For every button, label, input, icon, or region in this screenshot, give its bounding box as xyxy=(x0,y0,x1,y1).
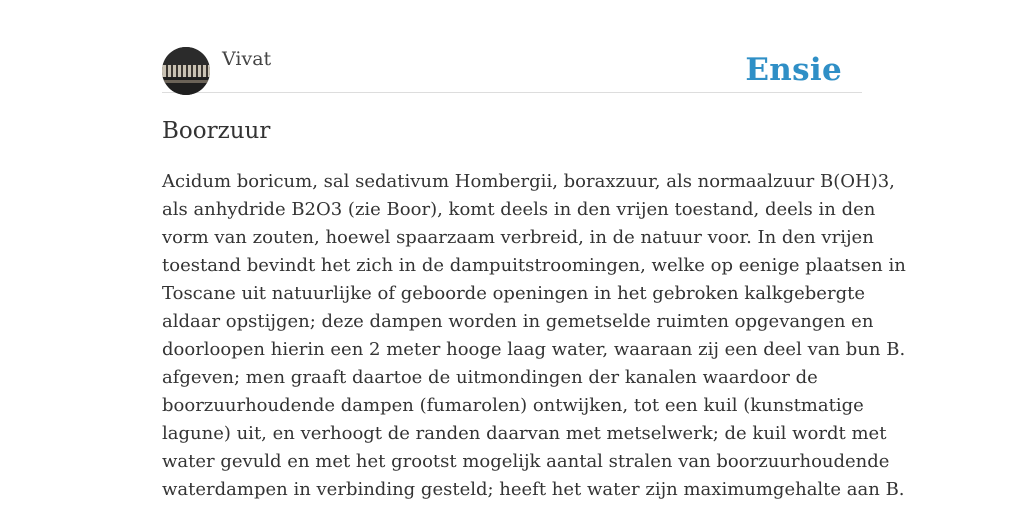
page-header xyxy=(162,47,862,93)
article-line: Toscane uit natuurlijke of geboorde openingen in het gebroken kalkgebergte xyxy=(162,283,865,304)
ensie-logo[interactable]: Ensie xyxy=(745,52,842,88)
article-line: als anhydride B2O3 (zie Boor), komt deels in den vrijen toestand, deels in den xyxy=(162,199,876,220)
article-line: vorm van zouten, hoewel spaarzaam verbreid, in de natuur voor. In den vrijen xyxy=(162,227,874,248)
article-line: lagune) uit, en verhoogt de randen daarvan met metselwerk; de kuil wordt met xyxy=(162,423,887,444)
article-title: Boorzuur xyxy=(162,118,271,144)
article-line: water gevuld en met het grootst mogelijk aantal stralen van boorzuurhoudende xyxy=(162,451,890,472)
article-line: afgeven; men graaft daartoe de uitmondingen der kanalen waardoor de xyxy=(162,367,818,388)
article-line: doorloopen hierin een 2 meter hooge laag water, waaraan zij een deel van bun B. xyxy=(162,339,906,360)
author-avatar[interactable] xyxy=(162,47,210,95)
avatar-image xyxy=(162,47,210,95)
article-line: waterdampen in verbinding gesteld; heeft het water zijn maximumgehalte aan B. xyxy=(162,479,905,500)
article-line: toestand bevindt het zich in de dampuitstroomingen, welke op eenige plaatsen in xyxy=(162,255,906,276)
article-line: Acidum boricum, sal sedativum Hombergii, boraxzuur, als normaalzuur B(OH)3, xyxy=(162,171,895,192)
author-name[interactable]: Vivat xyxy=(222,48,272,70)
article-line: aldaar opstijgen; deze dampen worden in gemetselde ruimten opgevangen en xyxy=(162,311,874,332)
article-body xyxy=(162,168,906,504)
article-line: boorzuurhoudende dampen (fumarolen) ontwijken, tot een kuil (kunstmatige xyxy=(162,395,864,416)
